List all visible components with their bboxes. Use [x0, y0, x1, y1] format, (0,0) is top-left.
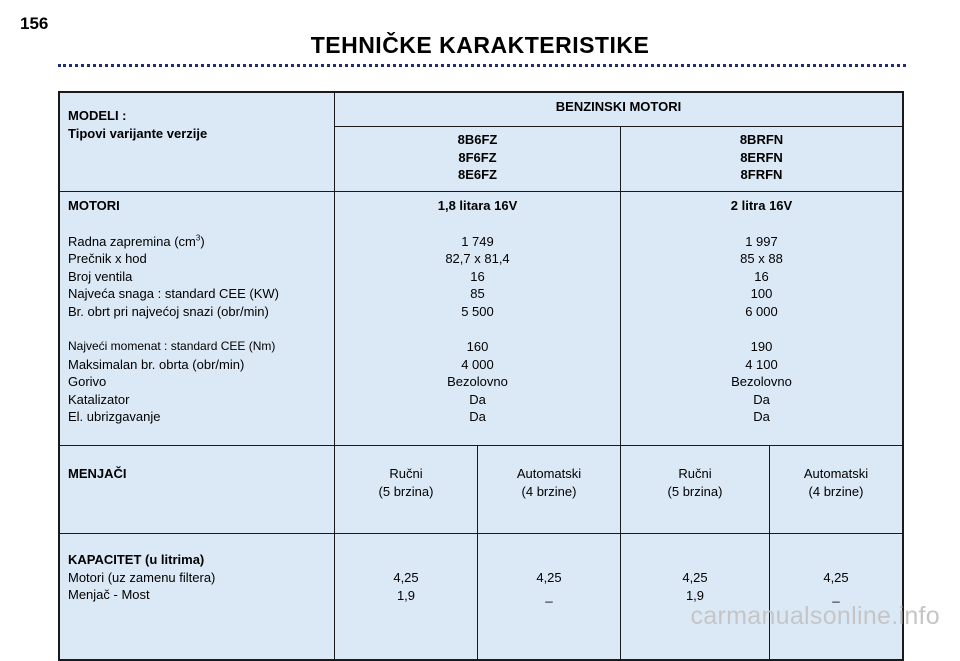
- spec-value: 16: [470, 268, 485, 284]
- spec-value: Da: [753, 391, 770, 407]
- gearbox-cell: [478, 446, 621, 534]
- gearbox-cell: [335, 446, 478, 534]
- spec-value: Bezolovno: [447, 374, 508, 389]
- spec-value: 85: [470, 286, 485, 301]
- spec-value: Da: [469, 391, 486, 407]
- models-label: MODELI :: [68, 108, 127, 123]
- capacity-row: [59, 534, 903, 661]
- engine-b-specs: [621, 192, 904, 446]
- spec-label: Katalizator: [68, 391, 130, 407]
- group-header: BENZINSKI MOTORI: [335, 92, 904, 127]
- engine-name: 2 litra 16V: [730, 198, 793, 213]
- engine-code: 8F6FZ: [458, 149, 497, 165]
- capacity-labels: [59, 534, 335, 661]
- spec-value: 160: [466, 339, 489, 354]
- page-title: TEHNIČKE KARAKTERISTIKE: [310, 32, 650, 58]
- engine-a-specs: [335, 192, 621, 446]
- gearbox-speeds: (4 brzine): [521, 483, 577, 499]
- spec-value: 4 000: [461, 356, 494, 372]
- spec-label: El. ubrizgavanje: [68, 409, 161, 424]
- engine-code: 8ERFN: [740, 149, 783, 165]
- spec-label: Maksimalan br. obrta (obr/min): [68, 356, 245, 372]
- gearbox-type: Ručni: [389, 466, 423, 481]
- engine-name: 1,8 litara 16V: [437, 198, 518, 213]
- spec-label: Gorivo: [68, 374, 107, 389]
- spec-value: 16: [754, 268, 769, 284]
- capacity-row-label: Menjač - Most: [68, 587, 150, 602]
- variants-label: Tipovi varijante verzije: [68, 125, 208, 141]
- spec-label: Najveći momenat : standard CEE (Nm): [68, 339, 276, 353]
- engine-specs-row: [59, 192, 903, 446]
- spec-value: 4 100: [745, 356, 778, 372]
- capacity-cell: [621, 534, 770, 661]
- gearbox-speeds: (5 brzina): [667, 483, 723, 499]
- engine-code: 8FRFN: [740, 167, 783, 182]
- engine-specs-labels: [59, 192, 335, 446]
- engine-b-codes: [621, 127, 904, 192]
- capacity-value: 1,9: [396, 587, 416, 603]
- spec-label-displacement: Radna zapremina $(cm^3)$: [68, 233, 205, 249]
- capacity-cell: [478, 534, 621, 661]
- engine-code: 8E6FZ: [457, 167, 497, 182]
- spec-label: Br. obrt pri najvećoj snazi (obr/min): [68, 303, 269, 319]
- page-number: 156: [20, 14, 49, 33]
- spec-table: [58, 91, 904, 661]
- spec-value: 6 000: [745, 303, 778, 319]
- dotted-divider: [58, 64, 906, 67]
- spec-value: Da: [753, 409, 770, 424]
- gearbox-type: Automatski: [516, 466, 582, 481]
- engine-a-codes: [335, 127, 621, 192]
- spec-value: Da: [469, 409, 486, 424]
- capacity-value: _: [545, 587, 553, 603]
- capacity-value: 4,25: [393, 570, 419, 585]
- capacity-value: 4,25: [823, 570, 849, 585]
- gearbox-speeds: (5 brzina): [378, 483, 434, 499]
- spec-value: 85 x 88: [740, 251, 783, 266]
- watermark: carmanualsonline.info: [690, 602, 940, 630]
- gearbox-speeds: (4 brzine): [808, 483, 864, 499]
- capacity-cell: [770, 534, 904, 661]
- gearbox-cell: [621, 446, 770, 534]
- engine-code: 8BRFN: [739, 132, 784, 147]
- spec-label: Najveća snaga : standard CEE (KW): [68, 286, 279, 301]
- models-label-cell: [59, 92, 335, 192]
- spec-value: 1 997: [745, 233, 778, 249]
- engine-code: 8B6FZ: [457, 132, 498, 147]
- gearbox-row: [59, 446, 903, 534]
- spec-value: 190: [750, 339, 773, 354]
- capacity-cell: [335, 534, 478, 661]
- spec-label: Prečnik x hod: [68, 251, 147, 266]
- capacity-value: 4,25: [682, 570, 708, 585]
- gearbox-type: Ručni: [678, 466, 712, 481]
- spec-label: Broj ventila: [68, 268, 133, 284]
- gearbox-cell: [770, 446, 904, 534]
- spec-value: Bezolovno: [731, 374, 792, 389]
- capacity-value: 4,25: [536, 570, 562, 585]
- capacity-label: KAPACITET (u litrima): [68, 552, 205, 567]
- motors-label: MOTORI: [68, 198, 120, 213]
- gearbox-type: Automatski: [803, 466, 869, 481]
- table-header-row: [59, 92, 903, 127]
- spec-value: 1 749: [461, 233, 494, 249]
- capacity-value: _: [832, 587, 840, 603]
- gearbox-label: MENJAČI: [59, 446, 335, 534]
- spec-value: 100: [750, 286, 773, 301]
- spec-value: 82,7 x 81,4: [445, 251, 510, 266]
- capacity-value: 1,9: [685, 587, 705, 603]
- spec-value: 5 500: [461, 303, 494, 319]
- capacity-row-label: Motori (uz zamenu filtera): [68, 569, 216, 585]
